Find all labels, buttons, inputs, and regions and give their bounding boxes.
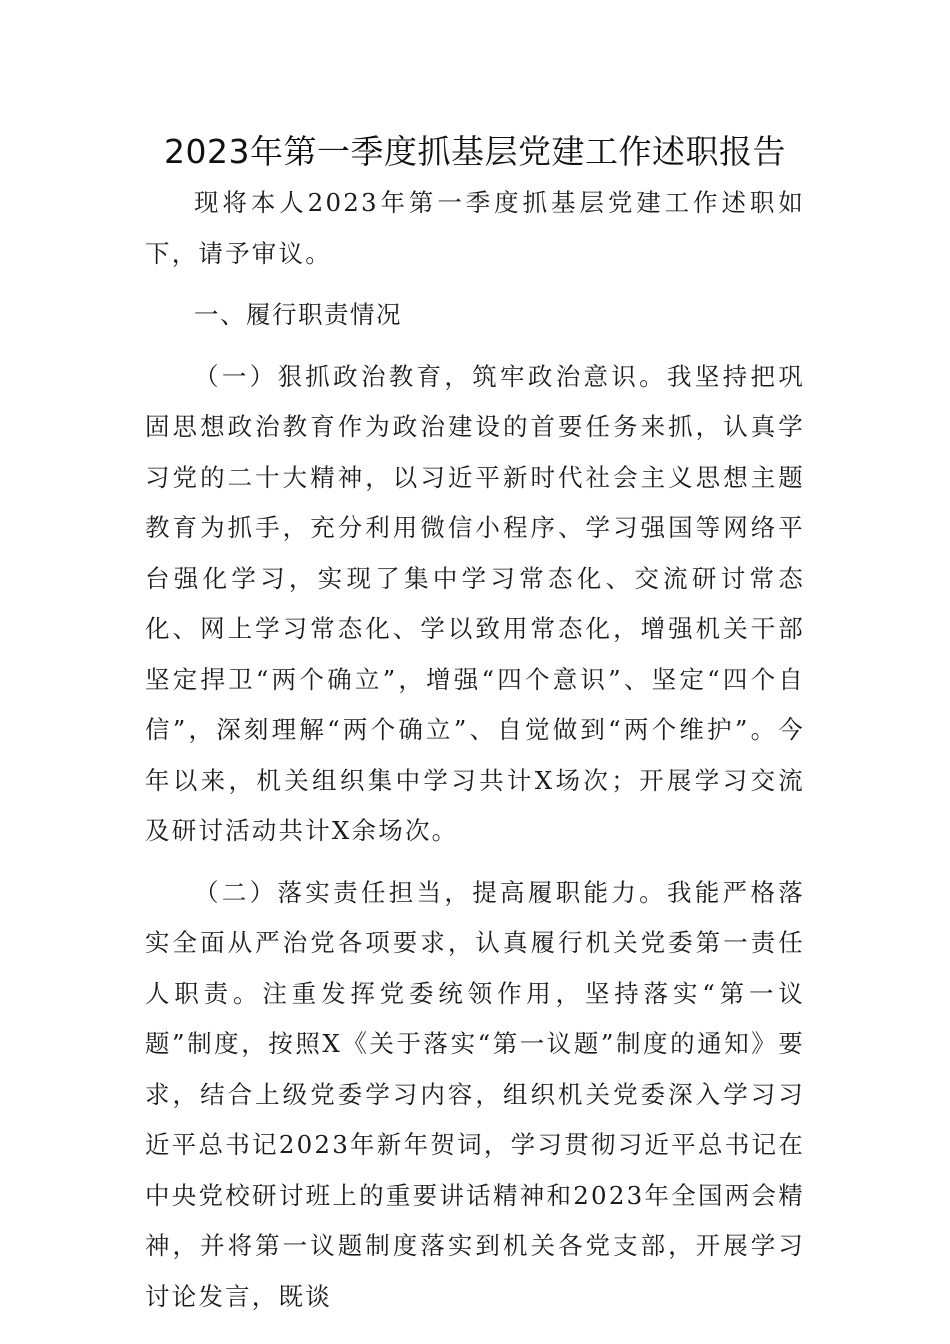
intro-paragraph: 现将本人2023年第一季度抓基层党建工作述职如下，请予审议。 [145,188,805,268]
paragraph-political-education: （一）狠抓政治教育，筑牢政治意识。我坚持把巩固思想政治教育作为政治建设的首要任务来抓，认真学习党的二十大精神，以习近平新时代社会主义思想主题教育为抓手，充分利用微信小程序、学习强国等网络平台强化学习，实现了集中学习常态化、交流研讨常态化、网上学习常态化、学以致用常态化，增强机关干部坚定捍卫“两个确立”，增强“四个意识”、坚定“四个自信”，深刻理解“两个确立”、自觉做到“两个维护”。今年以来，机关组织集中学习共计X场次；开展学习交流及研讨活动共计X余场次。 [145,361,805,845]
document-body [145,178,805,1322]
document-title: 2023年第一季度抓基层党建工作述职报告 [164,132,786,171]
paragraph-responsibility: （二）落实责任担当，提高履职能力。我能严格落实全面从严治党各项要求，认真履行机关党委第一责任人职责。注重发挥党委统领作用，坚持落实“第一议题”制度，按照X《关于落实“第一议题”制度的通知》要求，结合上级党委学习内容，组织机关党委深入学习习近平总书记2023年新年贺词，学习贯彻习近平总书记在中央党校研讨班上的重要讲话精神和2023年全国两会精神，并将第一议题制度落实到机关各党支部，开展学习讨论发言，既谈 [145,877,805,1311]
section-heading: 一、履行职责情况 [194,300,402,329]
